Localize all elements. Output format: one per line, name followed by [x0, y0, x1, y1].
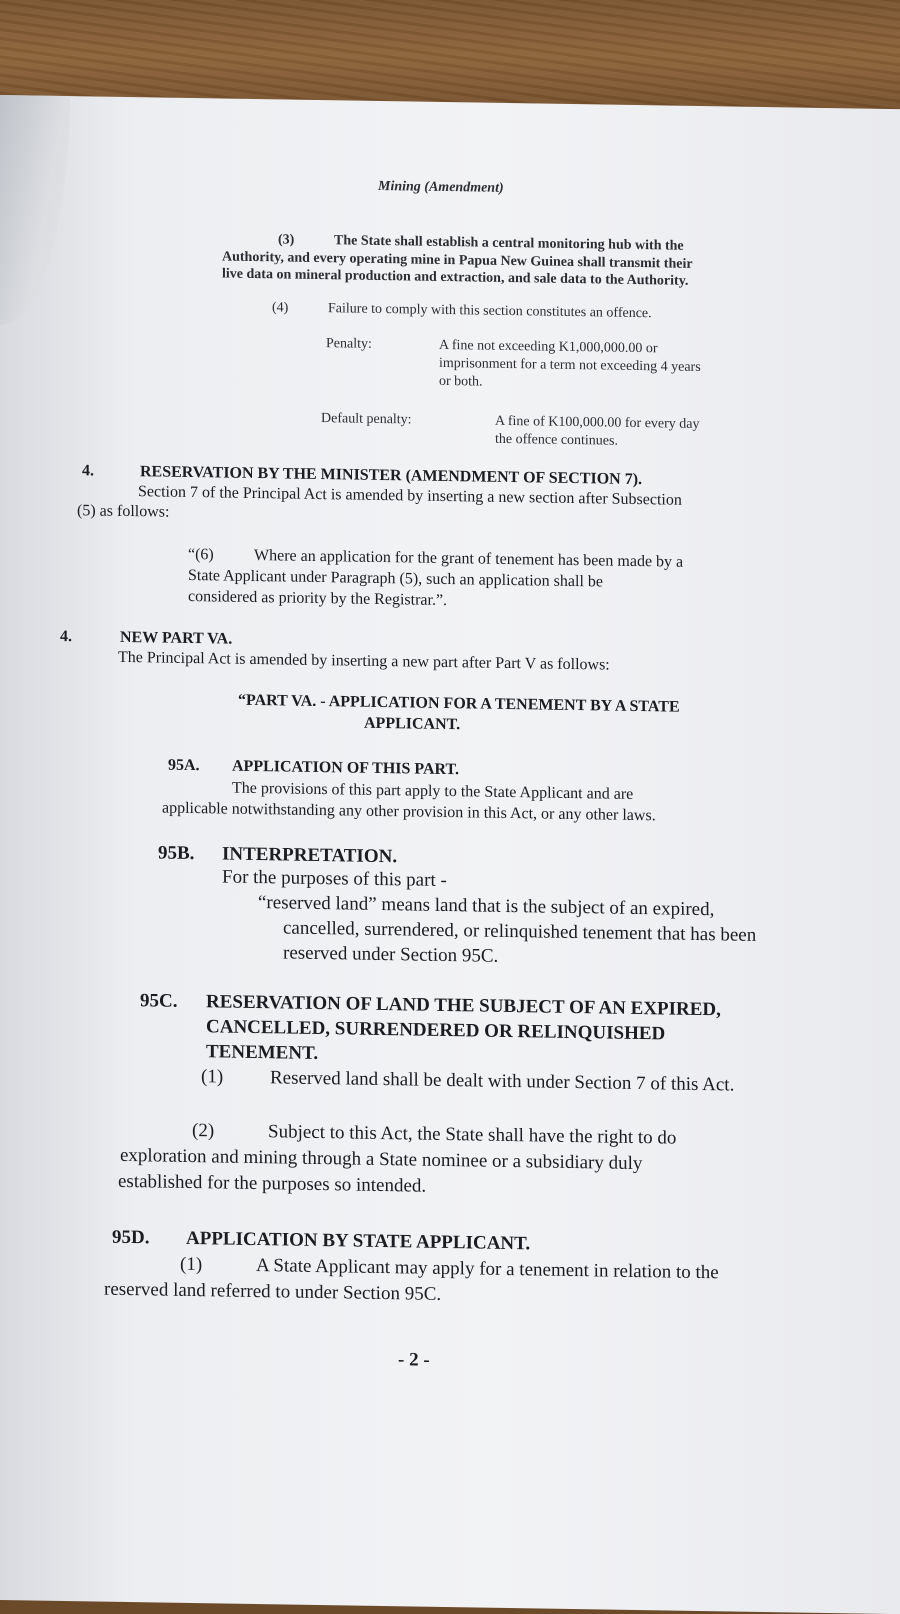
- section-95a-heading: APPLICATION OF THIS PART.: [232, 757, 460, 779]
- section-95d-p1-line2: reserved land referred to under Section 95C.: [104, 1278, 442, 1305]
- section-95a-number: 95A.: [168, 756, 200, 775]
- clause-body-line1: The Principal Act is amended by inserting a new part after Part V as follows:: [118, 648, 610, 674]
- running-title: Mining (Amendment): [378, 178, 504, 196]
- section-95d-number: 95D.: [112, 1226, 150, 1249]
- section-95c-p2-number: (2): [192, 1120, 215, 1142]
- section-95a-line2: applicable notwithstanding any other provision in this Act, or any other laws.: [162, 799, 656, 825]
- section-95b-line4: reserved under Section 95C.: [283, 942, 499, 967]
- section-95b-line1: For the purposes of this part -: [222, 866, 447, 892]
- section-95c-heading2: CANCELLED, SURRENDERED OR RELINQUISHED: [206, 1016, 666, 1045]
- clause-heading: NEW PART VA.: [120, 628, 233, 648]
- section-95c-p2-line2: exploration and mining through a State nominee or a subsidiary duly: [120, 1144, 643, 1175]
- document-page: [0, 95, 900, 1614]
- clause-number: 4.: [82, 462, 94, 480]
- page-number: - 2 -: [398, 1349, 430, 1371]
- section-95c-number: 95C.: [140, 990, 178, 1012]
- penalty-line1: A fine not exceeding K1,000,000.00 or: [439, 337, 658, 357]
- section-95b-line2: “reserved land” means land that is the subject of an expired,: [258, 892, 715, 921]
- clause-body-line2: (5) as follows:: [77, 502, 170, 521]
- quoted-line2: State Applicant under Paragraph (5), such an application shall be: [188, 566, 603, 591]
- penalty-line3: or both.: [439, 373, 483, 390]
- clause-number: 4.: [60, 627, 72, 646]
- clause-heading: RESERVATION BY THE MINISTER (AMENDMENT OF SECTION 7).: [140, 463, 643, 489]
- section-95b-heading: INTERPRETATION.: [222, 843, 398, 868]
- section-95c-heading3: TENEMENT.: [206, 1041, 319, 1064]
- penalty-label: Penalty:: [326, 336, 372, 352]
- quoted-line1: Where an application for the grant of tenement has been made by a: [254, 546, 684, 571]
- section-95c-p1-number: (1): [201, 1066, 224, 1088]
- subsection-3-number: (3): [278, 232, 295, 248]
- default-penalty-line1: A fine of K100,000.00 for every day: [495, 413, 700, 432]
- subsection-3-line2: Authority, and every operating mine in Papua New Guinea shall transmit their: [222, 249, 693, 272]
- penalty-line2: imprisonment for a term not exceeding 4 years: [439, 355, 701, 376]
- section-95b-number: 95B.: [158, 842, 195, 865]
- page-curl: [0, 95, 70, 326]
- section-95c-p1-text: Reserved land shall be dealt with under Section 7 of this Act.: [270, 1067, 735, 1096]
- section-95d-p1-line1: A State Applicant may apply for a tenement in relation to the: [256, 1255, 719, 1284]
- section-95b-line3: cancelled, surrendered, or relinquished tenement that has been: [283, 917, 757, 946]
- subsection-4-text: Failure to comply with this section constitutes an offence.: [328, 301, 652, 322]
- section-95c-p2-line1: Subject to this Act, the State shall have the right to do: [268, 1121, 677, 1149]
- default-penalty-label: Default penalty:: [321, 411, 412, 428]
- section-95a-line1: The provisions of this part apply to the State Applicant and are: [232, 779, 634, 803]
- subsection-3-line1: The State shall establish a central monitoring hub with the: [334, 233, 684, 254]
- section-95c-heading1: RESERVATION OF LAND THE SUBJECT OF AN EXPIRED,: [206, 991, 721, 1021]
- section-95d-heading: APPLICATION BY STATE APPLICANT.: [186, 1227, 531, 1255]
- section-95d-p1-number: (1): [180, 1253, 203, 1276]
- quoted-subsection-number: “(6): [188, 545, 214, 564]
- default-penalty-line2: the offence continues.: [495, 431, 618, 449]
- clause-body-line1: Section 7 of the Principal Act is amended by inserting a new section after Subsection: [138, 483, 682, 509]
- section-95c-p2-line3: established for the purposes so intended.: [118, 1170, 427, 1197]
- part-title-line1: “PART VA. - APPLICATION FOR A TENEMENT BY A STATE: [238, 691, 680, 716]
- subsection-3-line3: live data on mineral production and extraction, and sale data to the Authority.: [222, 266, 689, 289]
- subsection-4-number: (4): [272, 300, 289, 316]
- part-title-line2: APPLICANT.: [364, 714, 461, 734]
- quoted-line3: considered as priority by the Registrar.”.: [188, 587, 448, 610]
